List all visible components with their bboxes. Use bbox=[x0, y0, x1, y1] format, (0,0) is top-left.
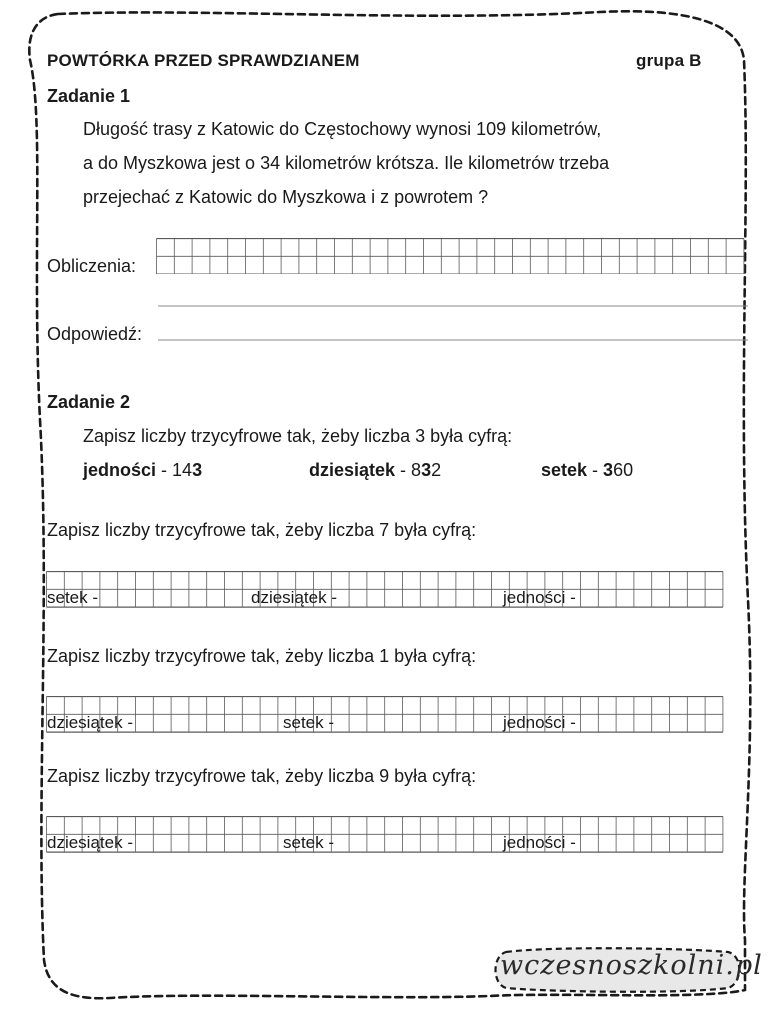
group-label: grupa B bbox=[636, 51, 702, 70]
answer-label: Odpowiedź: bbox=[47, 324, 143, 344]
exercise-1-prompt: Zapisz liczby trzycyfrowe tak, żeby liczba 1 była cyfrą: bbox=[47, 646, 477, 666]
exercise-1-label-2: setek - bbox=[283, 713, 335, 732]
example-tens: dziesiątek - 832 bbox=[309, 460, 442, 480]
exercise-9-label-1: dziesiątek - bbox=[47, 833, 133, 852]
exercise-7-prompt: Zapisz liczby trzycyfrowe tak, żeby liczba 7 była cyfrą: bbox=[47, 520, 477, 540]
task1-line-3: przejechać z Katowic do Myszkowa i z powrotem ? bbox=[83, 187, 489, 207]
task1-line-1: Długość trasy z Katowic do Częstochowy wynosi 109 kilometrów, bbox=[83, 119, 602, 139]
site-logo-text: wczesnoszkolni.pl bbox=[500, 950, 763, 981]
answer-lines bbox=[156, 300, 750, 344]
exercise-9-grid[interactable] bbox=[46, 816, 726, 854]
exercise-1-label-1: dziesiątek - bbox=[47, 713, 133, 732]
exercise-7-label-2: dziesiątek - bbox=[251, 588, 337, 607]
exercise-9-label-2: setek - bbox=[283, 833, 335, 852]
calculation-label: Obliczenia: bbox=[47, 256, 137, 276]
exercise-7-label-3: jedności - bbox=[503, 588, 576, 607]
task2-intro: Zapisz liczby trzycyfrowe tak, żeby liczba 3 była cyfrą: bbox=[83, 426, 513, 446]
exercise-1-grid[interactable] bbox=[46, 696, 726, 734]
exercise-1-label-3: jedności - bbox=[503, 713, 576, 732]
example-units: jedności - 143 bbox=[83, 460, 203, 480]
exercise-9-prompt: Zapisz liczby trzycyfrowe tak, żeby liczba 9 była cyfrą: bbox=[47, 766, 477, 786]
exercise-9-label-3: jedności - bbox=[503, 833, 576, 852]
task1-line-2: a do Myszkowa jest o 34 kilometrów krótsza. Ile kilometrów trzeba bbox=[83, 153, 610, 173]
exercise-7-grid[interactable] bbox=[46, 571, 726, 609]
exercise-7-label-1: setek - bbox=[47, 588, 99, 607]
calculation-grid[interactable] bbox=[156, 238, 750, 274]
task2-heading: Zadanie 2 bbox=[47, 392, 131, 412]
example-hundreds: setek - 360 bbox=[541, 460, 634, 480]
task1-heading: Zadanie 1 bbox=[47, 86, 131, 106]
worksheet-title: POWTÓRKA PRZED SPRAWDZIANEM bbox=[47, 51, 360, 70]
